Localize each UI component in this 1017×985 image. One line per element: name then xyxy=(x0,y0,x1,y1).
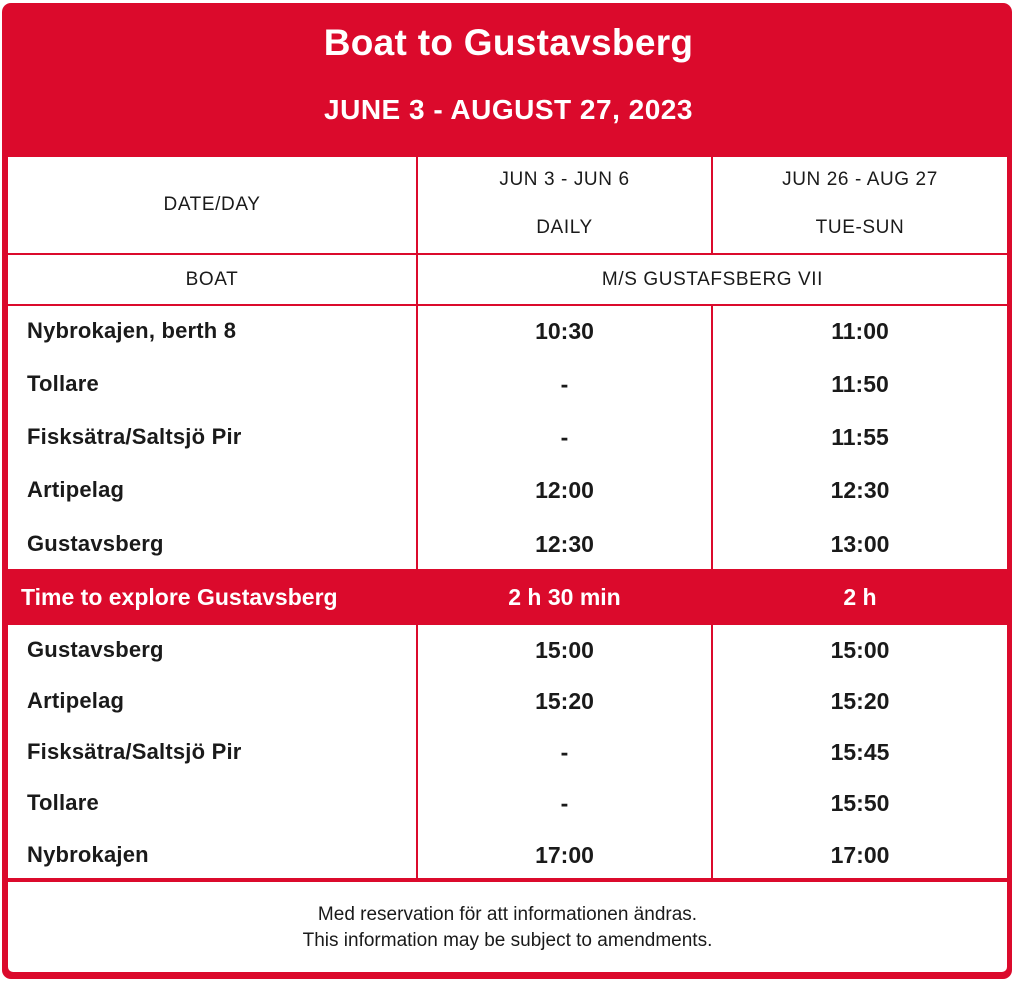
date-range-subtitle: JUNE 3 - AUGUST 27, 2023 xyxy=(324,94,693,125)
col1-date-range: JUN 3 - JUN 6 xyxy=(499,169,630,190)
stop-name: Gustavsberg xyxy=(27,637,164,662)
stop-name: Artipelag xyxy=(27,688,125,713)
stop-name: Artipelag xyxy=(27,477,125,502)
departure-time: 12:30 xyxy=(535,530,594,557)
departure-time: 15:20 xyxy=(830,687,890,714)
departure-time: 15:00 xyxy=(830,636,890,663)
stop-name: Nybrokajen xyxy=(27,842,149,867)
stop-name: Fisksätra/Saltsjö Pir xyxy=(27,739,242,764)
disclaimer-english: This information may be subject to amendments. xyxy=(302,930,713,951)
departure-time: 17:00 xyxy=(830,841,890,868)
departure-time: 15:00 xyxy=(535,636,594,663)
stop-name: Tollare xyxy=(27,371,99,396)
departure-time: 10:30 xyxy=(535,317,594,344)
explore-duration: 2 h xyxy=(843,584,877,610)
stop-name: Gustavsberg xyxy=(27,531,164,556)
departure-time: 11:55 xyxy=(831,423,889,450)
departure-time: - xyxy=(560,370,569,397)
date-day-header: DATE/DAY xyxy=(163,194,261,215)
departure-time: 15:50 xyxy=(830,789,890,816)
col2-days: TUE-SUN xyxy=(815,217,905,238)
departure-time: - xyxy=(560,423,569,450)
stop-name: Tollare xyxy=(27,790,99,815)
departure-time: 15:45 xyxy=(830,738,890,765)
col2-date-range: JUN 26 - AUG 27 xyxy=(782,169,938,190)
stop-name: Fisksätra/Saltsjö Pir xyxy=(27,424,242,449)
departure-time: - xyxy=(560,789,569,816)
departure-time: 17:00 xyxy=(535,841,594,868)
departure-time: 11:00 xyxy=(831,317,889,344)
stop-name: Nybrokajen, berth 8 xyxy=(27,318,237,343)
footer-note xyxy=(8,900,1007,956)
departure-time: 12:30 xyxy=(830,476,890,503)
explore-duration: 2 h 30 min xyxy=(508,584,621,610)
col1-days: DAILY xyxy=(536,217,593,238)
departure-time: 13:00 xyxy=(830,530,890,557)
departure-time: - xyxy=(560,738,569,765)
boat-label: BOAT xyxy=(185,268,239,290)
page-title: Boat to Gustavsberg xyxy=(323,22,694,63)
departure-time: 15:20 xyxy=(535,687,594,714)
explore-label: Time to explore Gustavsberg xyxy=(21,584,338,610)
departure-time: 11:50 xyxy=(831,370,889,397)
departure-time: 12:00 xyxy=(535,476,594,503)
disclaimer-swedish: Med reservation för att informationen ändras. xyxy=(317,904,698,925)
boat-name: M/S GUSTAFSBERG VII xyxy=(601,268,824,290)
